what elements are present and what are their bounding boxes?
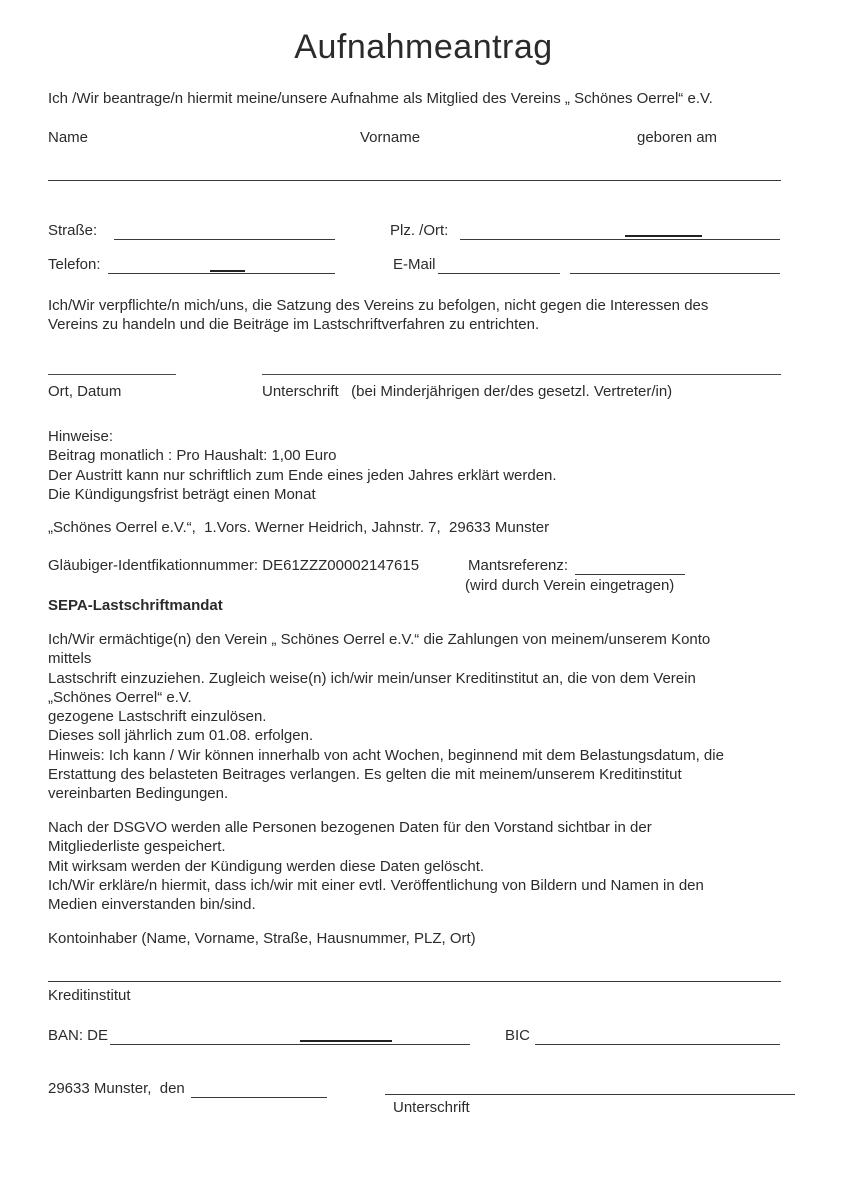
telefon-blank-overlap-mark (210, 270, 245, 272)
sepa-line: mittels (48, 650, 92, 668)
strasse-label: Straße: (48, 222, 98, 239)
ort-datum-blank (48, 374, 176, 375)
hinweise-heading: Hinweise: (48, 428, 114, 445)
verein-address-line: „Schönes Oerrel e.V.“, 1.Vors. Werner Heidrich, Jahnstr. 7, 29633 Munster (48, 519, 550, 536)
final-unterschrift-label: Unterschrift (393, 1099, 470, 1116)
privacy-line: Ich/Wir erkläre/n hiermit, dass ich/wir mit einer evtl. Veröffentlichung von Bildern und Namen in den (48, 876, 704, 894)
kontoinhaber-blank-line (48, 981, 781, 982)
iban-blank-overlap-mark (300, 1040, 392, 1042)
sepa-line: Ich/Wir ermächtige(n) den Verein „ Schönes Oerrel e.V.“ die Zahlungen von meinem/unserem Konto (48, 631, 711, 648)
mandatsreferenz-blank (575, 574, 685, 575)
name-label: Name (48, 129, 89, 146)
hinweise-line: Der Austritt kann nur schriftlich zum Ende eines jeden Jahres erklärt werden. (48, 466, 557, 484)
glaeubiger-id-text: Gläubiger-Identfikationnummer: DE61ZZZ00002147615 (48, 557, 420, 574)
creditor-row (48, 557, 803, 579)
bic-label: BIC (505, 1027, 531, 1044)
email-label: E-Mail (393, 256, 436, 273)
hinweise-line: Die Kündigungsfrist beträgt einen Monat (48, 485, 316, 503)
sepa-line: „Schönes Oerrel“ e.V. (48, 688, 192, 706)
email-blank-2 (570, 273, 780, 274)
plz-ort-blank-overlap-mark (625, 235, 702, 237)
address-row (48, 222, 780, 246)
page-title: Aufnahmeantrag (294, 28, 553, 66)
privacy-line: Mitgliederliste gespeichert. (48, 838, 226, 856)
unterschrift-vertreter-label: Unterschrift (bei Minderjährigen der/des gesetzl. Vertreter/in) (262, 383, 673, 400)
telefon-blank (108, 273, 335, 274)
privacy-line: Medien einverstanden bin/sind. (48, 896, 256, 914)
name-vorname-geboren-blank-line (48, 180, 781, 181)
sepa-paragraph (48, 630, 808, 804)
privacy-line: Nach der DSGVO werden alle Personen bezogenen Daten für den Vorstand sichtbar in der (48, 819, 652, 836)
footer-row (48, 1080, 808, 1120)
obligation-paragraph (48, 296, 803, 335)
kontoinhaber-label: Kontoinhaber (Name, Vorname, Straße, Hausnummer, PLZ, Ort) (48, 930, 476, 947)
final-signature-blank (385, 1094, 795, 1095)
sepa-line: Lastschrift einzuziehen. Zugleich weise(n) ich/wir mein/unser Kreditinstitut an, die von dem Verein (48, 669, 696, 687)
sepa-line: Hinweis: Ich kann / Wir können innerhalb von acht Wochen, beginnend mit dem Belastungsdatum, die (48, 746, 724, 764)
telefon-label: Telefon: (48, 256, 101, 273)
plz-ort-label: Plz. /Ort: (390, 222, 449, 239)
iban-label: BAN: DE (48, 1027, 109, 1044)
privacy-line: Mit wirksam werden der Kündigung werden diese Daten gelöscht. (48, 857, 485, 875)
strasse-blank (114, 239, 335, 240)
obligation-line: Vereins zu handeln und die Beiträge im Lastschriftverfahren zu entrichten. (48, 316, 540, 334)
bic-blank (535, 1044, 780, 1045)
sepa-line: Erstattung des belasteten Beitrages verlangen. Es gelten die mit meinem/unserem Kreditinstitut (48, 766, 682, 784)
vorname-label: Vorname (360, 129, 421, 146)
iban-blank (110, 1044, 470, 1045)
city-date-label: 29633 Munster, den (48, 1080, 185, 1097)
privacy-paragraph (48, 818, 808, 914)
geboren-am-label: geboren am (637, 129, 718, 146)
hinweise-line: Beitrag monatlich : Pro Haushalt: 1,00 Euro (48, 447, 337, 465)
bank-row (48, 1027, 803, 1051)
unterschrift-blank (262, 374, 781, 375)
plz-ort-blank (460, 239, 780, 240)
signature-labels-row (48, 383, 788, 403)
sepa-line: Dieses soll jährlich zum 01.08. erfolgen. (48, 727, 314, 745)
email-blank-1 (438, 273, 560, 274)
sepa-heading: SEPA-Lastschriftmandat (48, 597, 223, 614)
sepa-line: gezogene Lastschrift einzulösen. (48, 708, 267, 726)
mandatsreferenz-note: (wird durch Verein eingetragen) (465, 577, 675, 594)
kreditinstitut-label: Kreditinstitut (48, 987, 131, 1004)
sepa-line: vereinbarten Bedingungen. (48, 785, 229, 803)
contact-row (48, 256, 780, 280)
datum-blank (191, 1097, 327, 1098)
mandatsreferenz-label: Mantsreferenz: (468, 557, 569, 574)
member-labels-row (48, 129, 780, 149)
obligation-line: Ich/Wir verpflichte/n mich/uns, die Satzung des Vereins zu befolgen, nicht gegen die Interessen des (48, 297, 709, 314)
ort-datum-label: Ort, Datum (48, 383, 122, 400)
hinweise-block (48, 427, 803, 504)
intro-text: Ich /Wir beantrage/n hiermit meine/unsere Aufnahme als Mitglied des Vereins „ Schönes Oerrel“ e.V. (48, 90, 713, 107)
